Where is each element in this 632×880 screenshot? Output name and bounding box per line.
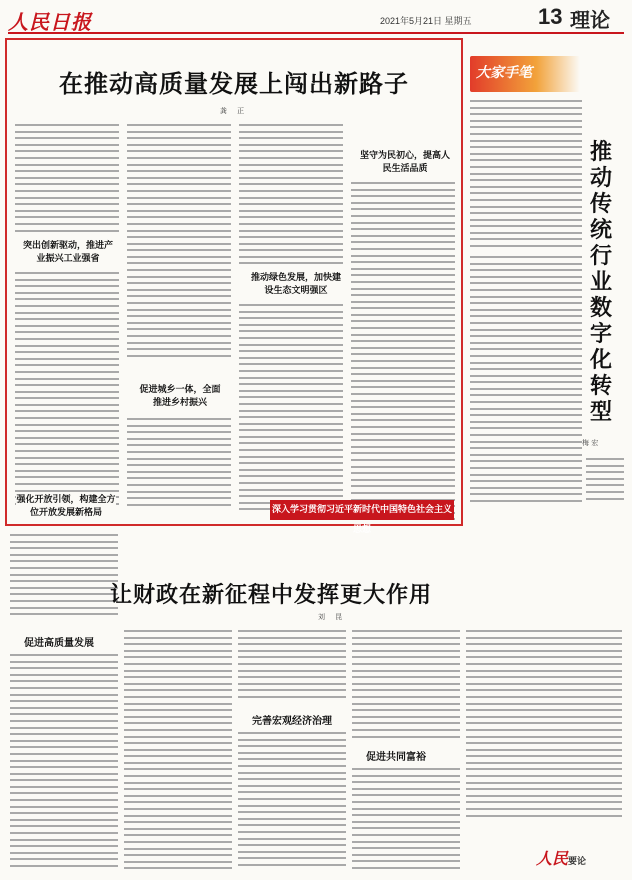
feature-title: 在推动高质量发展上闯出新路子 [59,70,409,98]
feature-text-col2b [127,418,231,514]
masthead [8,4,624,34]
feature-text-col4 [351,182,455,530]
feature-subhead-5: 坚守为民初心，提高人民生活品质 [359,151,450,174]
lower-text-col3a [238,630,346,706]
right-body-text-2 [586,458,624,506]
feature-subhead-4: 推动绿色发展，加快建设生态文明强区 [251,273,342,296]
lower-subhead-1: 促进高质量发展 [24,638,94,649]
lower-subhead-3: 促进共同富裕 [366,752,426,763]
right-intro-text [470,100,582,250]
right-body-text [470,256,582,506]
feature-article [5,38,463,526]
lower-text-col3b [238,732,346,872]
feature-text-col3 [239,124,343,268]
lower-text-col1 [10,654,118,872]
dateline: 2021年5月21日 星期五 [380,16,472,26]
feature-byline: 龚 正 [219,107,249,115]
lower-text-col2 [124,630,232,872]
right-article-author: 梅 宏 [582,439,599,447]
lower-text-col4a [352,630,460,742]
footer-logo-main: 人民 [536,849,569,868]
lower-article-byline: 刘 昆 [318,613,347,621]
lower-text-col5 [466,630,622,820]
footer-logo-small: 要论 [568,857,587,867]
right-article-title: 推动传统行业数字化转型 [590,140,613,425]
footer-logo [536,846,586,869]
lower-subhead-2: 完善宏观经济治理 [252,716,332,727]
feature-subhead-2: 强化开放引领，构建全方位开放发展新格局 [16,495,116,518]
feature-text-col1b [15,272,119,508]
feature-text-col3b [239,304,343,512]
section-name: 理论 [570,8,610,32]
feature-subhead-3: 促进城乡一体，全面推进乡村振兴 [139,385,221,408]
theme-banner: 深入学习贯彻习近平新时代中国特色社会主义思想 [270,500,454,520]
feature-subhead-1: 突出创新驱动，推进产业振兴工业强省 [23,241,114,264]
column-art-label: 大家手笔 [476,65,532,81]
feature-text-col1 [15,124,119,236]
lower-article-title: 让财政在新征程中发挥更大作用 [110,583,433,608]
feature-text-col2 [127,124,231,360]
page-number: 13 [538,4,563,29]
lower-text-col4b [352,768,460,872]
newspaper-logo: 人民日报 [8,10,92,34]
